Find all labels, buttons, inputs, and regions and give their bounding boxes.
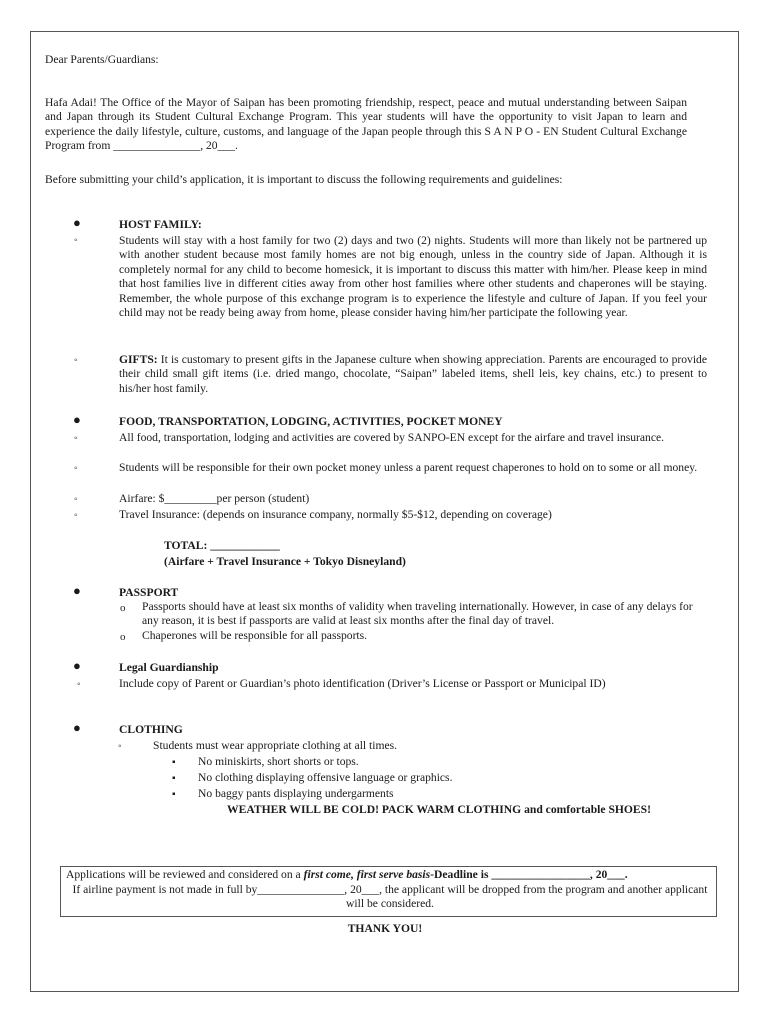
bullet-icon: ● — [73, 658, 81, 673]
circle-bullet-icon: ◦ — [118, 741, 122, 752]
bullet-icon: ● — [73, 720, 81, 735]
gifts-paragraph — [119, 353, 707, 396]
clothing-subitem: No miniskirts, short shorts or tops. — [198, 755, 359, 768]
host-family-text: Students will stay with a host family for two (2) days and two (2) nights. Students will more than likely not be partnered up with another student because most family homes are not big enough, unless in the country side of Japan. Although it is completely normal for any child to become homesick, it is important to discuss this matter with him/her. Please keep in mind that host families live in different cities away from other host families where other students and chaperones will be staying. Remember, the whole purpose of this exchange program is to experience the lifestyle and culture of Japan. If you feel your child may not be ready being away from home, please consider having him/her participate the following year. — [119, 234, 707, 320]
circle-bullet-icon: ◦ — [77, 679, 81, 690]
greeting: Dear Parents/Guardians: — [45, 53, 159, 66]
circle-bullet-icon: ◦ — [74, 494, 78, 505]
notice-deadline: -Deadline is _________________, 20___. — [430, 868, 628, 881]
food-item: Airfare: $_________per person (student) — [119, 492, 310, 505]
total-note: (Airfare + Travel Insurance + Tokyo Disneyland) — [164, 555, 406, 568]
circle-bullet-icon: ◦ — [74, 355, 78, 366]
gifts-text: It is customary to present gifts in the Japanese culture when showing appreciation. Parents are encouraged to provide their child small gift items (i.e. dried mango, chocolate, “Saipan” labeled items, shell leis, key chains, etc.) to present to his/her host family. — [119, 353, 707, 395]
passport-item: Passports should have at least six months of validity when traveling internationally. However, in case of any delays for any reason, it is best if passports are valid at least six months after the final day of travel. — [142, 600, 693, 628]
bullet-icon: ● — [73, 215, 81, 230]
bullet-icon: ● — [73, 583, 81, 598]
notice-line-2: If airline payment is not made in full by_______________, 20___, the applicant will be dropped from the program and another applicant will be considered. — [72, 883, 708, 911]
passport-item: Chaperones will be responsible for all passports. — [142, 629, 368, 642]
notice-line-1 — [66, 868, 714, 882]
square-bullet-icon: ▪ — [172, 773, 176, 784]
legal-heading: Legal Guardianship — [119, 661, 219, 674]
notice-emphasis: first come, first serve basis — [303, 868, 431, 881]
circle-bullet-icon: ◦ — [74, 510, 78, 521]
passport-heading: PASSPORT — [119, 586, 179, 599]
o-bullet-icon: o — [120, 631, 126, 643]
food-item: All food, transportation, lodging and activities are covered by SANPO-EN except for the airfare and travel insurance. — [119, 431, 665, 444]
clothing-subitem: No baggy pants displaying undergarments — [198, 787, 394, 800]
clothing-heading: CLOTHING — [119, 723, 183, 736]
thank-you: THANK YOU! — [347, 922, 423, 935]
before-paragraph: Before submitting your child’s application, it is important to discuss the following requirements and guidelines: — [45, 173, 563, 186]
clothing-subitem: No clothing displaying offensive language or graphics. — [198, 771, 453, 784]
intro-paragraph: Hafa Adai! The Office of the Mayor of Saipan has been promoting friendship, respect, peace and mutual understanding between Saipan and Japan through its Student Cultural Exchange Program. This year students will have the opportunity to visit Japan to learn and experience the daily lifestyle, culture, customs, and language of the Japan people through this S A N P O - EN Student Cultural Exchange Program from _______________, 20___. — [45, 96, 687, 153]
clothing-item: Students must wear appropriate clothing at all times. — [153, 739, 398, 752]
gifts-label: GIFTS: — [119, 353, 158, 366]
o-bullet-icon: o — [120, 602, 126, 614]
food-item: Students will be responsible for their own pocket money unless a parent request chaperones to hold on to some or all money. — [119, 461, 698, 474]
circle-bullet-icon: ◦ — [74, 235, 78, 246]
host-family-heading: HOST FAMILY: — [119, 218, 202, 231]
food-heading: FOOD, TRANSPORTATION, LODGING, ACTIVITIES, POCKET MONEY — [119, 415, 503, 428]
total-line: TOTAL: ____________ — [164, 539, 280, 552]
bullet-icon: ● — [73, 412, 81, 427]
circle-bullet-icon: ◦ — [74, 433, 78, 444]
weather-warning: WEATHER WILL BE COLD! PACK WARM CLOTHING and comfortable SHOES! — [227, 803, 651, 816]
circle-bullet-icon: ◦ — [74, 463, 78, 474]
notice-text: Applications will be reviewed and considered on a — [66, 868, 304, 881]
legal-item: Include copy of Parent or Guardian’s photo identification (Driver’s License or Passport or Municipal ID) — [119, 677, 606, 690]
food-item: Travel Insurance: (depends on insurance company, normally $5-$12, depending on coverage) — [119, 508, 552, 521]
square-bullet-icon: ▪ — [172, 757, 176, 768]
square-bullet-icon: ▪ — [172, 789, 176, 800]
